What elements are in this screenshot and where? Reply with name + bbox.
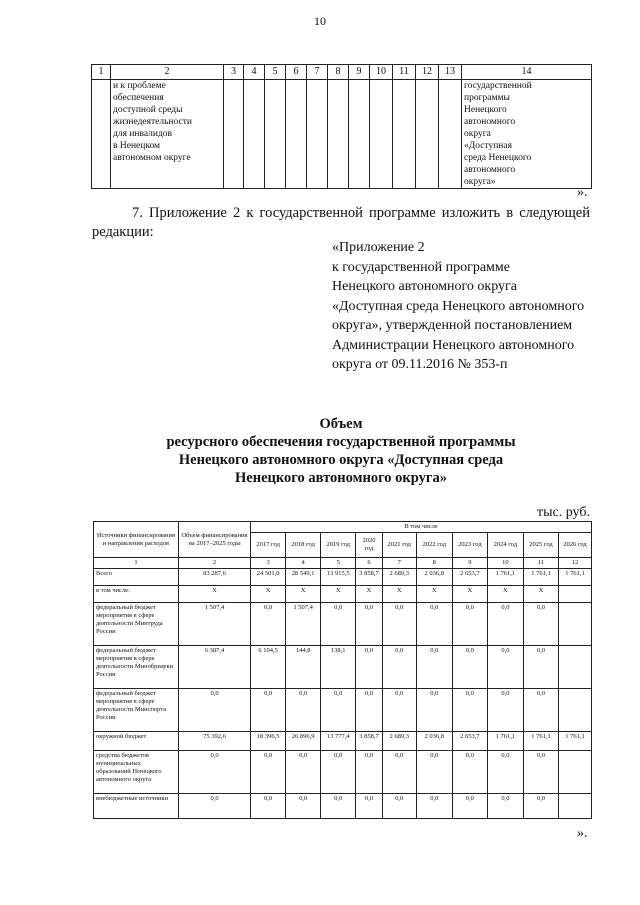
table-cell: 0,0 — [382, 794, 416, 819]
column-number: 4 — [286, 558, 321, 569]
problem-line: доступной среды — [113, 105, 183, 115]
table-row — [94, 603, 592, 646]
table-cell: 28 549,1 — [286, 569, 321, 586]
row-label: средства бюджетов муниципальных образований Ненецкого автономного округа — [94, 751, 179, 794]
column-number: 7 — [382, 558, 416, 569]
table-cell — [558, 794, 591, 819]
table-cell: 1 507,4 — [178, 603, 250, 646]
table-cell: 24 501,0 — [251, 569, 286, 586]
table-cell: 0,0 — [382, 689, 416, 732]
table-cell — [558, 646, 591, 689]
column-number: 5 — [321, 558, 356, 569]
table-cell: 0,0 — [356, 794, 383, 819]
problem-line: для инвалидов — [113, 129, 173, 139]
year-header: 2026 год — [558, 533, 591, 558]
table-cell: X — [452, 586, 487, 603]
column-number: 1 — [94, 558, 179, 569]
table-cell: 0,0 — [487, 794, 523, 819]
table-cell: 0,0 — [286, 689, 321, 732]
problem-line: в Ненецком — [113, 141, 161, 151]
program-line: округа» — [464, 177, 496, 187]
including-header: В том числе — [251, 522, 592, 533]
table-cell: 0,0 — [286, 794, 321, 819]
year-header: 2020 год — [356, 533, 383, 558]
table-cell: 0,0 — [178, 689, 250, 732]
column-number: 10 — [487, 558, 523, 569]
table-cell: 0,0 — [382, 646, 416, 689]
appendix-line: «Приложение 2 — [332, 240, 425, 255]
column-number: 12 — [558, 558, 591, 569]
appendix-line: Администрации Ненецкого автономного — [332, 337, 575, 353]
year-header: 2024 год — [487, 533, 523, 558]
program-line: автономного — [464, 165, 516, 175]
row-label: внебюджетные источники — [94, 794, 179, 819]
table-cell: X — [286, 586, 321, 603]
table-cell: 144,8 — [286, 646, 321, 689]
table-cell: 1 761,1 — [523, 732, 558, 751]
year-header: 2023 год — [452, 533, 487, 558]
table-cell: 0,0 — [523, 689, 558, 732]
table-cell: X — [487, 586, 523, 603]
table-cell: 6 387,4 — [178, 646, 250, 689]
page-number: 10 — [314, 14, 326, 28]
header-cell: 13 — [439, 65, 462, 80]
table-cell: 2 689,3 — [382, 569, 416, 586]
header-cell: 10 — [370, 65, 393, 80]
year-header: 2025 год — [523, 533, 558, 558]
program-text-cell — [462, 80, 592, 189]
program-line: «Доступная — [464, 141, 512, 151]
table-cell: X — [321, 586, 356, 603]
table-cell: 83 287,6 — [178, 569, 250, 586]
program-line: программы — [464, 93, 510, 103]
appendix-line: к государственной программе — [332, 259, 510, 275]
table-row — [94, 569, 592, 586]
program-line: округа — [464, 129, 491, 139]
table-cell: 1 761,1 — [487, 732, 523, 751]
program-line: государственной — [464, 81, 532, 91]
appendix-line: «Доступная среда Ненецкого автономного — [332, 298, 585, 314]
program-line: среда Ненецкого — [464, 153, 532, 163]
table-cell: 0,0 — [178, 794, 250, 819]
header-cell: 7 — [307, 65, 328, 80]
table-cell: X — [523, 586, 558, 603]
table-cell: 0,0 — [452, 603, 487, 646]
table-cell: X — [382, 586, 416, 603]
table-cell: 3 858,7 — [356, 569, 383, 586]
table-cell: 0,0 — [487, 603, 523, 646]
title-line: ресурсного обеспечения государственной программы — [166, 434, 516, 450]
funding-header-row — [94, 522, 592, 533]
document-title — [92, 415, 590, 487]
table-cell: 0,0 — [452, 751, 487, 794]
total-header: Объем финансирования на 2017–2025 годы — [178, 522, 250, 558]
column-number: 2 — [178, 558, 250, 569]
table-cell: 1 761,1 — [523, 569, 558, 586]
header-cell: 12 — [416, 65, 439, 80]
row-label: Всего — [94, 569, 179, 586]
column-number: 6 — [356, 558, 383, 569]
table-cell: 13 915,5 — [321, 569, 356, 586]
table-cell: 0,0 — [356, 751, 383, 794]
table-cell: 1 507,4 — [286, 603, 321, 646]
table-cell: 18 396,5 — [251, 732, 286, 751]
top-table-header-row — [92, 65, 592, 80]
table-cell: 138,1 — [321, 646, 356, 689]
program-line: Ненецкого — [464, 105, 507, 115]
header-cell: 2 — [111, 65, 224, 80]
table-cell: 2 653,7 — [452, 732, 487, 751]
table-cell: X — [356, 586, 383, 603]
table-row — [94, 794, 592, 819]
table-cell: 0,0 — [321, 794, 356, 819]
funding-table — [93, 521, 592, 819]
column-number: 11 — [523, 558, 558, 569]
table-cell: 26 896,9 — [286, 732, 321, 751]
year-header: 2021 год — [382, 533, 416, 558]
table-cell: 0,0 — [487, 689, 523, 732]
table-cell: 0,0 — [452, 646, 487, 689]
header-cell: 1 — [92, 65, 111, 80]
row-label: окружной бюджет — [94, 732, 179, 751]
table-cell: 0,0 — [523, 794, 558, 819]
table-cell: 0,0 — [251, 689, 286, 732]
table-cell: 1 761,1 — [487, 569, 523, 586]
title-line: Объем — [319, 416, 363, 432]
table-cell: 0,0 — [382, 751, 416, 794]
table-row — [94, 646, 592, 689]
table-cell — [558, 586, 591, 603]
table-cell: 2 036,8 — [416, 569, 452, 586]
sources-header: Источники финансирования и направления расходов — [94, 522, 179, 558]
table-cell: 0,0 — [286, 751, 321, 794]
table-cell: 0,0 — [416, 794, 452, 819]
year-header: 2018 год — [286, 533, 321, 558]
header-cell: 3 — [224, 65, 244, 80]
table-row — [94, 689, 592, 732]
year-header: 2022 год — [416, 533, 452, 558]
table-cell: 0,0 — [452, 794, 487, 819]
table-cell: 0,0 — [416, 646, 452, 689]
program-line: автономного — [464, 117, 516, 127]
row-label: федеральный бюджет мероприятия в сфере деятельности Минобрнауки России — [94, 646, 179, 689]
table-cell: 2 689,3 — [382, 732, 416, 751]
closing-quote-mark: ». — [577, 826, 588, 841]
table-cell: 0,0 — [382, 603, 416, 646]
table-cell: 0,0 — [356, 689, 383, 732]
appendix-line: округа от 09.11.2016 № 353-п — [332, 357, 508, 372]
table-cell: 0,0 — [523, 646, 558, 689]
funding-table-body — [94, 569, 592, 819]
top-table — [91, 64, 592, 189]
table-cell — [558, 751, 591, 794]
row-label: федеральный бюджет мероприятия в сфере деятельности Минтруда России — [94, 603, 179, 646]
header-cell: 5 — [265, 65, 286, 80]
column-number: 3 — [251, 558, 286, 569]
problem-line: обеспечения — [113, 93, 164, 103]
column-number: 9 — [452, 558, 487, 569]
table-cell: 0,0 — [251, 751, 286, 794]
year-header: 2019 год — [321, 533, 356, 558]
table-row — [94, 586, 592, 603]
title-line: Ненецкого автономного округа «Доступная среда — [178, 452, 504, 468]
table-cell: 0,0 — [356, 603, 383, 646]
table-cell — [558, 603, 591, 646]
table-cell: 0,0 — [251, 794, 286, 819]
header-cell: 9 — [349, 65, 370, 80]
header-cell: 6 — [286, 65, 307, 80]
column-number: 8 — [416, 558, 452, 569]
appendix-line: Ненецкого автономного округа — [332, 279, 517, 294]
year-header: 2017 год — [251, 533, 286, 558]
table-cell: 0,0 — [356, 646, 383, 689]
row-label: в том числе: — [94, 586, 179, 603]
table-cell: 3 858,7 — [356, 732, 383, 751]
appendix-header — [332, 238, 602, 375]
table-cell: 0,0 — [523, 603, 558, 646]
table-cell — [558, 689, 591, 732]
closing-quote-mark: ». — [577, 185, 588, 200]
table-cell: 0,0 — [251, 603, 286, 646]
table-cell: 13 777,4 — [321, 732, 356, 751]
problem-line: и к проблеме — [113, 81, 166, 91]
table-row — [94, 732, 592, 751]
table-cell: 0,0 — [416, 751, 452, 794]
table-cell: 0,0 — [321, 603, 356, 646]
row-label: федеральный бюджет мероприятия в сфере деятельности Минспорта России — [94, 689, 179, 732]
header-cell: 11 — [393, 65, 416, 80]
table-cell: 0,0 — [487, 751, 523, 794]
table-cell: X — [178, 586, 250, 603]
top-table-body-row — [92, 80, 592, 189]
table-cell: 0,0 — [416, 603, 452, 646]
table-cell: 6 104,5 — [251, 646, 286, 689]
table-cell: 0,0 — [487, 646, 523, 689]
table-cell: X — [251, 586, 286, 603]
numbering-row — [94, 558, 592, 569]
units-label: тыс. руб. — [537, 505, 590, 520]
amendment-paragraph: 7. Приложение 2 к государственной программе изложить в следующей редакции: — [92, 205, 590, 240]
problem-text-cell — [111, 80, 224, 189]
table-cell: 0,0 — [452, 689, 487, 732]
table-cell: 0,0 — [178, 751, 250, 794]
header-cell: 14 — [462, 65, 592, 80]
table-cell: 2 653,7 — [452, 569, 487, 586]
table-cell: X — [416, 586, 452, 603]
table-cell: 75 392,6 — [178, 732, 250, 751]
table-cell: 0,0 — [523, 751, 558, 794]
table-cell: 1 761,1 — [558, 569, 591, 586]
problem-line: автономном округе — [113, 153, 191, 163]
table-cell: 1 761,1 — [558, 732, 591, 751]
table-cell: 0,0 — [321, 751, 356, 794]
table-row — [94, 751, 592, 794]
table-cell: 0,0 — [321, 689, 356, 732]
header-cell: 8 — [328, 65, 349, 80]
appendix-line: округа», утвержденной постановлением — [332, 318, 573, 333]
table-cell: 2 036,8 — [416, 732, 452, 751]
header-cell: 4 — [244, 65, 265, 80]
problem-line: жизнедеятельности — [113, 117, 192, 127]
title-line: Ненецкого автономного округа» — [235, 470, 447, 486]
table-cell: 0,0 — [416, 689, 452, 732]
